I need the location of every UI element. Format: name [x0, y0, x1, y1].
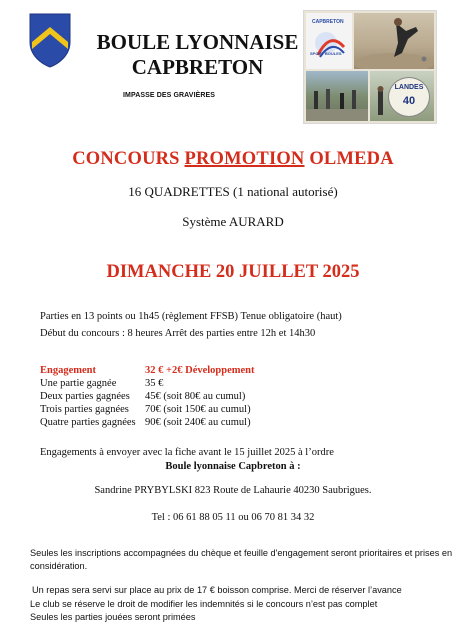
priority-notice [30, 547, 460, 572]
event-title [0, 149, 466, 170]
landes-badge-photo [370, 71, 434, 121]
priority-notice-line-1: Seules les inscriptions accompagnées du chèque et feuille d'engagement seront prioritaires et prises en [30, 548, 453, 558]
club-address: IMPASSE DES GRAVIÈRES [123, 92, 216, 99]
prize-row-label: Une partie gagnée [40, 378, 117, 389]
landes-badge-number: 40 [402, 95, 416, 107]
registration-line-1: Engagements à envoyer avec la fiche avant le 15 juillet 2025 à l’ordre [40, 447, 334, 458]
engagement-label: Engagement [40, 365, 96, 376]
prize-row-value: 45€ (soit 80€ au cumul) [145, 391, 246, 402]
meal-notice: Un repas sera servi sur place au prix de 17 € boisson comprise. Merci de réserver l’avance [32, 585, 402, 595]
prize-row-value: 90€ (soit 240€ au cumul) [145, 417, 251, 428]
prize-row-value: 70€ (soit 150€ au cumul) [145, 404, 251, 415]
prize-row-label: Deux parties gagnées [40, 391, 130, 402]
prize-row-label: Quatre parties gagnées [40, 417, 136, 428]
club-crest-logo [28, 12, 72, 68]
players-group-photo [306, 71, 368, 121]
club-name-line1: BOULE LYONNAISE [96, 30, 299, 54]
prize-row-value: 35 € [145, 378, 164, 389]
logo-sport-text: SPORT BOULES [310, 51, 342, 56]
engagement-value: 32 € +2€ Développement [145, 365, 255, 376]
registration-contact: Sandrine PRYBYLSKI 823 Route de Lahaurie 40230 Saubrigues. [94, 485, 372, 496]
rules-line-1: Parties en 13 points ou 1h45 (règlement FFSB) Tenue obligatoire (haut) [40, 311, 342, 322]
landes-badge [388, 77, 430, 117]
logo-capbreton-text: CAPBRETON [312, 19, 344, 25]
priority-notice-line-2: considération. [30, 560, 88, 571]
landes-badge-label: LANDES [394, 84, 424, 91]
club-name [80, 30, 315, 80]
event-system: Système AURARD [182, 214, 284, 229]
prize-row-label: Trois parties gagnées [40, 404, 129, 415]
event-date: DIMANCHE 20 JUILLET 2025 [106, 262, 360, 282]
title-highlight: PROMOTION [184, 149, 305, 169]
club-name-line2: CAPBRETON [131, 55, 264, 79]
sport-boules-logo [306, 13, 352, 69]
disclaimer-notice: Le club se réserve le droit de modifier les indemnités si le concours n’est pas complet [30, 599, 378, 609]
registration-line-2: Boule lyonnaise Capbreton à : [165, 461, 301, 472]
prizes-notice: Seules les parties jouées seront primées [30, 612, 196, 622]
registration-phone: Tel : 06 61 88 05 11 ou 06 70 81 34 32 [151, 512, 315, 523]
photo-collage [303, 10, 437, 124]
player-throwing-photo [354, 13, 434, 69]
title-suffix: OLMEDA [304, 149, 394, 169]
event-format: 16 QUADRETTES (1 national autorisé) [128, 184, 338, 199]
title-prefix: CONCOURS [72, 149, 185, 169]
rules-line-2: Début du concours : 8 heures Arrêt des parties entre 12h et 14h30 [40, 328, 316, 339]
